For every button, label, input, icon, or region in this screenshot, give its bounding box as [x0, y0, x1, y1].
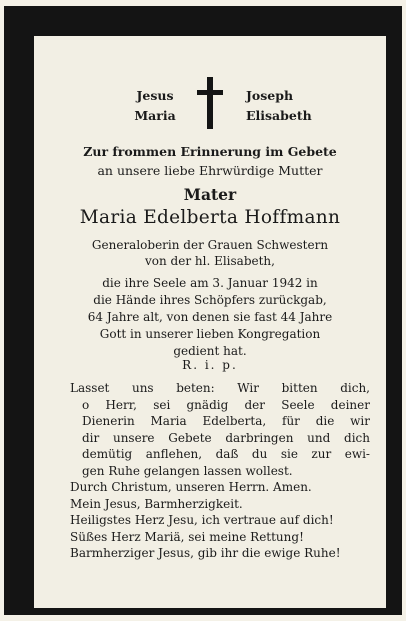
death-line-3: 64 Jahre alt, von denen sie fast 44 Jahre [87, 310, 333, 324]
prayer-line: Lasset uns beten: Wir bitten dich, [70, 381, 370, 395]
religious-title: Mater [183, 185, 237, 204]
prayer-line: demütig anflehen, daß du sie zur ewi- [82, 447, 370, 461]
name-maria: Maria [134, 108, 176, 123]
name-jesus: Jesus [136, 88, 174, 103]
death-line-4: Gott in unserer lieben Kongregation [99, 327, 321, 341]
header-names-left [130, 86, 180, 126]
rip-abbreviation: R. i. p. [182, 358, 238, 372]
invocation: Barmherziger Jesus, gib ihr die ewige Ruhe! [70, 546, 341, 560]
position-text [34, 237, 386, 269]
position-line-2: von der hl. Elisabeth, [145, 254, 275, 268]
prayer-line: o Herr, sei gnädig der Seele deiner [82, 397, 370, 412]
prayer-line: gen Ruhe gelangen lassen wollest. [82, 463, 293, 478]
invocation: Süßes Herz Mariä, sei meine Rettung! [70, 529, 304, 544]
deceased-name: Maria Edelberta Hoffmann [79, 207, 341, 228]
position-line-1: Generaloberin der Grauen Schwestern [91, 238, 329, 252]
invocation: Heiligstes Herz Jesu, ich vertraue auf dich! [70, 513, 334, 527]
death-notice [34, 275, 386, 360]
death-line-1: die ihre Seele am 3. Januar 1942 in [102, 276, 318, 290]
card-inner-panel [34, 36, 386, 608]
caption-line-1: Zur frommen Erinnerung im Gebete [83, 144, 337, 159]
black-mourning-border [4, 6, 402, 615]
invocation: Mein Jesus, Barmherzigkeit. [70, 496, 243, 511]
death-line-5: gedient hat. [173, 344, 247, 358]
name-elisabeth: Elisabeth [246, 108, 312, 123]
prayer-text [70, 380, 370, 562]
prayer-line: Durch Christum, unseren Herrn. Amen. [70, 480, 312, 494]
death-line-2: die Hände ihres Schöpfers zurückgab, [93, 293, 327, 307]
remembrance-caption [34, 142, 386, 180]
cross-icon [197, 77, 223, 129]
prayer-line: Dienerin Maria Edelberta, für die wir [82, 414, 370, 428]
name-joseph: Joseph [246, 88, 294, 103]
header-names-right [246, 86, 336, 126]
caption-line-2: an unsere liebe Ehrwürdige Mutter [97, 163, 323, 178]
prayer-line: dir unsere Gebete darbringen und dich [82, 430, 370, 445]
